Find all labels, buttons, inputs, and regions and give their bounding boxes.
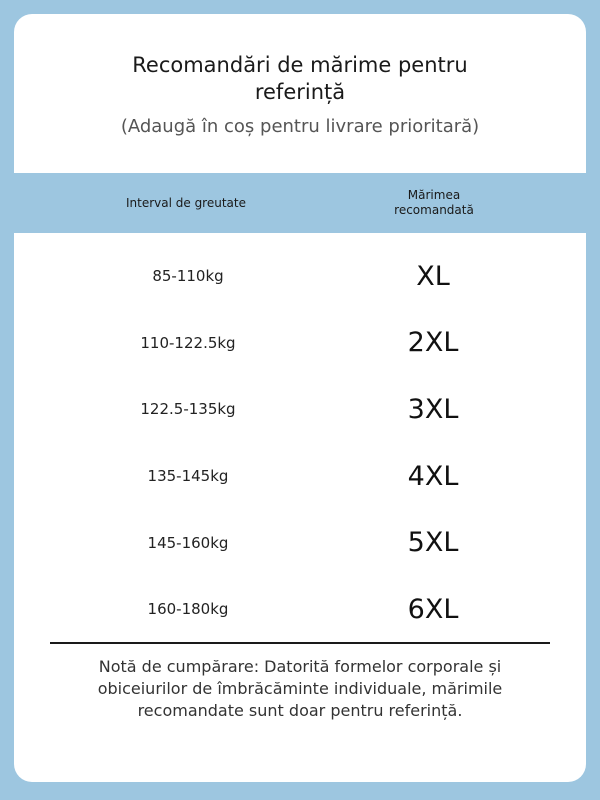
title-line-2: referință [254,80,346,104]
section-divider [50,642,550,644]
table-row [0,376,600,443]
size-table-body [0,243,600,643]
size-cell: 4XL [407,460,459,492]
page-title [0,52,600,106]
weight-cell: 122.5-135kg [140,400,236,419]
weight-cell: 160-180kg [147,600,229,619]
size-cell: 5XL [407,527,459,559]
weight-cell: 110-122.5kg [140,333,236,352]
page-subtitle: (Adaugă în coș pentru livrare prioritară) [120,116,480,137]
weight-cell: 145-160kg [147,533,229,552]
table-row [0,310,600,377]
weight-cell: 85-110kg [152,267,224,286]
size-cell: 3XL [407,393,459,425]
header-weight-range: Interval de greutate [125,195,246,210]
table-row [0,243,600,310]
table-header [0,173,600,233]
table-row [0,576,600,643]
note-line-2: obiceiurilor de îmbrăcăminte individuale, mărimile [97,679,503,698]
size-cell: 2XL [407,327,459,359]
weight-cell: 135-145kg [147,467,229,486]
table-row [0,443,600,510]
size-cell: XL [416,260,450,292]
purchase-note [60,656,540,722]
header-recommended-size [364,173,504,233]
note-line-3: recomandate sunt doar pentru referință. [137,701,463,720]
table-row [0,509,600,576]
header-size-line-2: recomandată [394,203,474,217]
note-line-1: Notă de cumpărare: Datorită formelor corporale și [98,657,502,676]
size-cell: 6XL [407,593,459,625]
header-size-line-1: Mărimea [407,188,461,202]
title-line-1: Recomandări de mărime pentru [132,53,468,77]
